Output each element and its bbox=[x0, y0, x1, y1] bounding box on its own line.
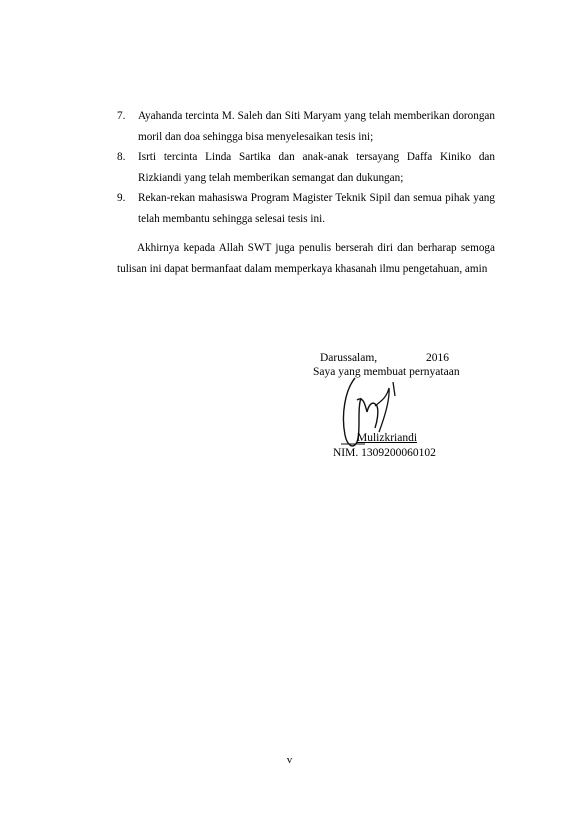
signature-nim: NIM. 1309200060102 bbox=[333, 447, 436, 459]
list-item-text: Isrti tercinta Linda Sartika dan anak-anak tersayang Daffa Kiniko dan Rizkiandi yang telah memberikan semangat dan dukungan; bbox=[138, 151, 495, 184]
page-number: v bbox=[286, 754, 293, 766]
acknowledgement-list bbox=[117, 106, 495, 229]
signature-city: Darussalam, bbox=[320, 352, 378, 364]
signature-name: Mulizkriandi bbox=[357, 432, 418, 444]
signature-block bbox=[300, 352, 480, 472]
list-item bbox=[117, 188, 495, 229]
list-item-text: Ayahanda tercinta M. Saleh dan Siti Maryam yang telah memberikan dorongan moril dan doa sehingga bisa menyelesaikan tesis ini; bbox=[138, 110, 495, 143]
list-item-text: Rekan-rekan mahasiswa Program Magister Teknik Sipil dan semua pihak yang telah membantu sehingga selesai tesis ini. bbox=[138, 192, 495, 225]
signature-statement: Saya yang membuat pernyataan bbox=[313, 366, 460, 378]
list-item bbox=[117, 106, 495, 147]
list-item-number: 8. bbox=[117, 151, 126, 163]
list-item-number: 9. bbox=[117, 192, 126, 204]
closing-paragraph: Akhirnya kepada Allah SWT juga penulis berserah diri dan berharap semoga tulisan ini dapat bermanfaat dalam memperkaya khasanah ilmu pengetahuan, amin bbox=[117, 242, 495, 275]
list-item-number: 7. bbox=[117, 110, 126, 122]
list-item bbox=[117, 147, 495, 188]
signature-year: 2016 bbox=[426, 352, 449, 364]
